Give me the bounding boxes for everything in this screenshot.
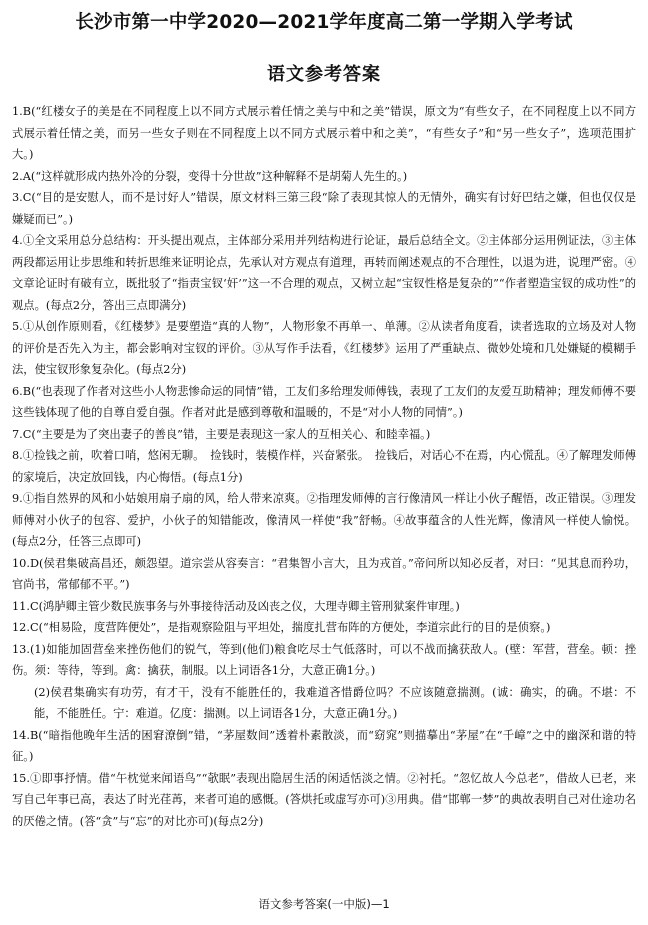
- answer-item-3: 3.C(“目的是安慰人，而不是讨好人”错误，原文材料三第三段“除了表现其惊人的无情外，确实有讨好巴结之嫌，但也仅仅是嫌疑而已”。): [12, 191, 636, 226]
- answer-item-4: 4.①全文采用总分总结构：开头提出观点，主体部分采用并列结构进行论证，最后总结全文。②主体部分运用例证法，③主体两段都运用让步思维和转折思维来证明论点，先承认对方观点有道理，再转而阐述观点的不合理性，以退为进，说理严密。④文章论证时有破有立，既批驳了“指责宝钗‘奸’”这一不合理的观点，又树立起“宝钗性格是复杂的”“作者塑造宝钗的成功性”的观点。(每点2分，答出三点即满分): [12, 234, 636, 312]
- answer-item-7: 7.C(“主要是为了突出妻子的善良”错，主要是表现这一家人的互相关心、和睦幸福。): [12, 427, 431, 441]
- page-footer: 语文参考答案(一中版)—1: [258, 897, 390, 911]
- answer-item-2: 2.A(“这样就形成内热外冷的分裂，变得十分世故”这种解释不是胡菊人先生的。): [12, 169, 408, 183]
- answer-item-10: 10.D(侯君集破高昌还，颇怨望。道宗尝从容奏言：“君集智小言大，且为戎首。”帝问所以知必反者，对曰：“见其息而矜功，官尚书，常郁郁不平。”): [12, 556, 636, 591]
- answer-item-13-part-2: (2)侯君集确实有功劳，有才干，没有不能胜任的，我难道吝惜爵位吗？不应该随意揣测。(诚：确实，的确。不堪：不能，不能胜任。宁：难道。亿度：揣测。以上词语各1分，大意正确1分。): [34, 685, 636, 720]
- answer-item-13-part-1: 13.(1)如能加固营垒来挫伤他们的锐气，等到(他们)粮食吃尽士气低落时，可以不战而擒获敌人。(壁：军营，营垒。顿：挫伤。须：等待，等到。禽：擒获，制服。以上词语各1分，大意正确1分。): [12, 642, 636, 677]
- answer-item-8: 8.①捡钱之前，吹着口哨，悠闲无聊。 捡钱时，装模作样，兴奋紧张。 捡钱后，对话心不在焉，内心慌乱。④了解理发师傅的家境后，决定放回钱，内心悔悟。(每点1分): [12, 449, 636, 484]
- answer-list: [12, 101, 636, 832]
- answer-item-9: 9.①指自然界的风和小姑娘用扇子扇的风，给人带来凉爽。②指理发师傅的言行像清风一样让小伙子醒悟，改正错误。③理发师傅对小伙子的包容、爱护，小伙子的知错能改，像清风一样使“我”舒畅。④故事蕴含的人性光辉，像清风一样使人愉悦。(每点2分，任答三点即可): [12, 492, 636, 548]
- answer-item-1: 1.B(“红楼女子的美是在不同程度上以不同方式展示着任情之美与中和之美”错误，原文为“有些女子，在不同程度上以不同方式展示着任情之美，而另一些女子则在不同程度上以不同方式展示着中和之美”，“有些女子”和“另一些女子”，选项范围扩大。): [12, 105, 636, 161]
- answer-key-heading: 语文参考答案: [267, 64, 381, 85]
- answer-item-12: 12.C(“相易险，度营阵便处”，是指观察险阻与平坦处，揣度扎营布阵的方便处，李道宗此行的目的是侦察。): [12, 621, 551, 634]
- exam-title: 长沙市第一中学2020—2021学年度高二第一学期入学考试: [75, 12, 573, 33]
- answer-item-15: 15.①即事抒情。借“午枕觉来闻语鸟”“欹眠”表现出隐居生活的闲适恬淡之情。②衬托。“忽忆故人今总老”，借故人已老，来写自己年事已高，表达了时光荏苒，来者可追的感慨。(答烘托或虚写亦可)③用典。借“邯郸一梦”的典故表明自己对仕途功名的厌倦之情。(答“贪”与“忘”的对比亦可)(每点2分): [12, 771, 636, 828]
- answer-item-6: 6.B(“也表现了作者对这些小人物悲惨命运的同情”错，工友们多给理发师傅钱，表现了工友们的友爱互助精神；理发师傅不要这些钱体现了他的自尊自爱自强。作者对此是感到尊敬和温暖的，不是“对小人物的同情”。): [12, 384, 636, 419]
- answer-item-14: 14.B(“暗指他晚年生活的困窘潦倒”错，“茅屋数间”透着朴素散淡，而“窈窕”则描摹出“茅屋”在“千嶂”之中的幽深和谐的特征。): [12, 728, 636, 763]
- answer-item-5: 5.①从创作原则看，《红楼梦》是要塑造“真的人物”，人物形象不再单一、单薄。②从读者角度看，读者选取的立场及对人物的评价是否先入为主，都会影响对宝钗的评价。③从写作手法看，《红楼梦》运用了严重缺点、微妙处境和几处嫌疑的模糊手法，使宝钗形象复杂化。(每点2分): [12, 320, 636, 376]
- answer-item-11: 11.C(鸿胪卿主管少数民族事务与外事接待活动及凶丧之仪，大理寺卿主管刑狱案件审理。): [12, 599, 460, 613]
